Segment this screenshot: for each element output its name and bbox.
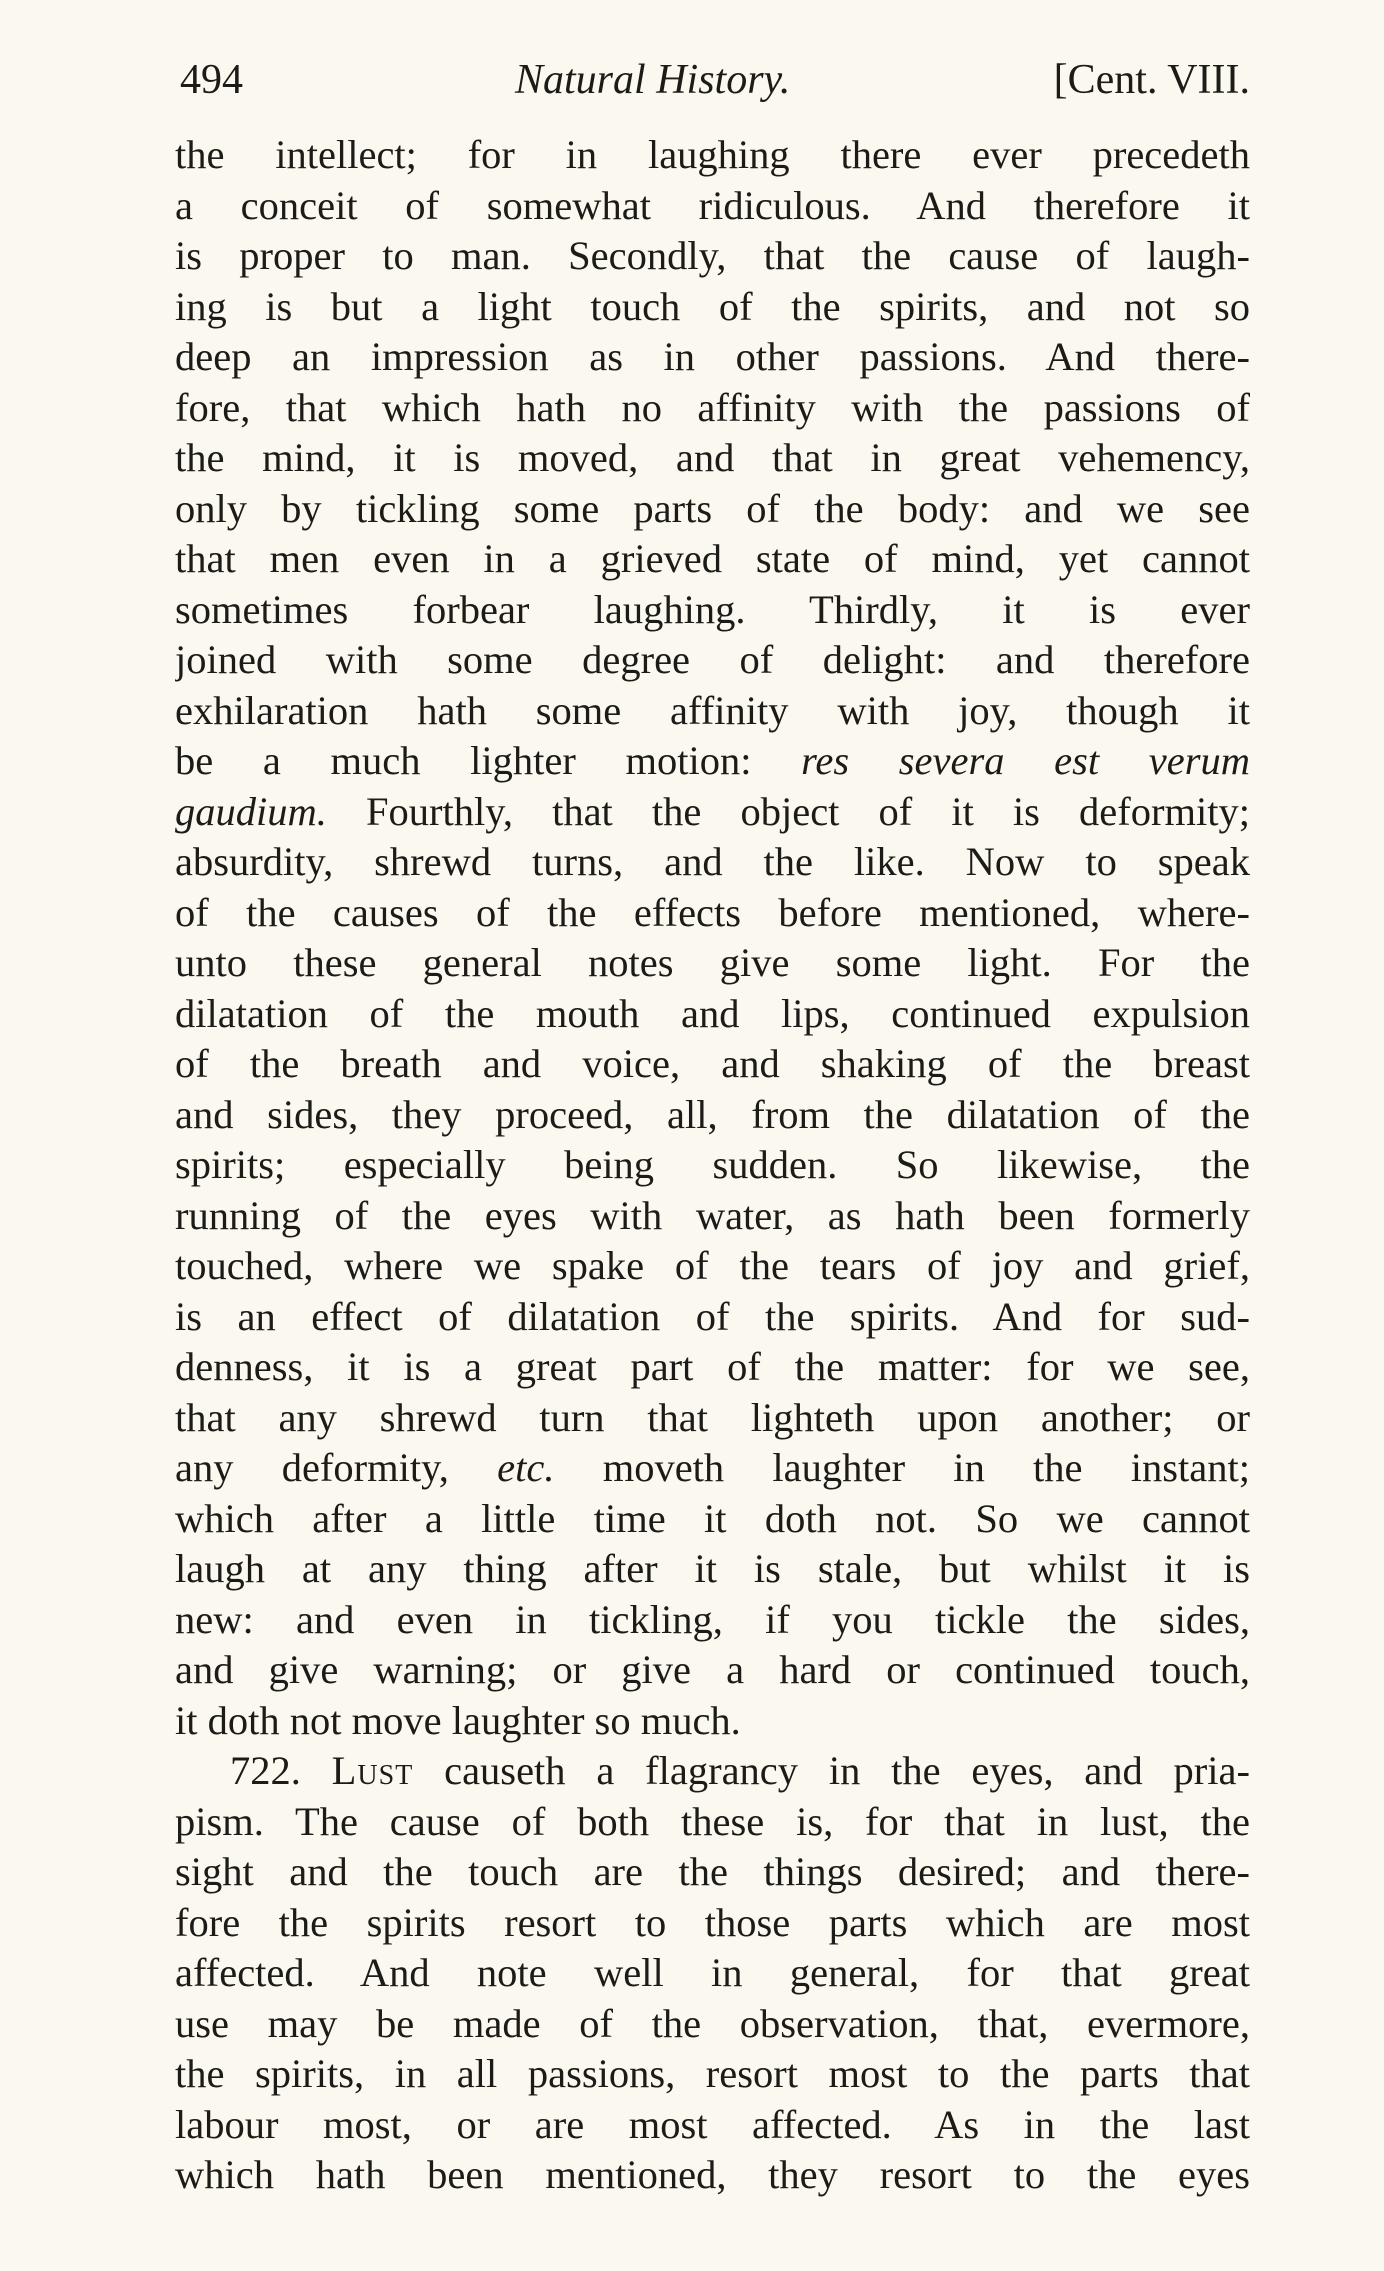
paragraph-keyword: Lust <box>331 1748 414 1793</box>
text-line: a conceit of somewhat ridiculous. And therefore it <box>175 182 1250 228</box>
text-line <box>175 736 1250 787</box>
text-span: causeth a flagrancy in the eyes, and pria- <box>413 1748 1250 1793</box>
text-line: labour most, or are most affected. As in the last <box>175 2101 1250 2147</box>
text-line: fore, that which hath no affinity with the passions of <box>175 384 1250 430</box>
text-line: spirits; especially being sudden. So likewise, the <box>175 1142 1250 1187</box>
text-line: absurdity, shrewd turns, and the like. Now to speak <box>175 839 1250 884</box>
body-text <box>175 130 1250 2201</box>
running-title: Natural History. <box>515 57 791 103</box>
text-line: touched, where we spake of the tears of joy and grief, <box>175 1243 1250 1288</box>
text-line: ing is but a light touch of the spirits, and not so <box>175 283 1250 329</box>
text-line: use may be made of the observation, that, evermore, <box>175 2000 1250 2046</box>
text-line: new: and even in tickling, if you tickle the sides, <box>175 1596 1250 1642</box>
text-line: denness, it is a great part of the matter: for we see, <box>175 1344 1250 1389</box>
text-line: only by tickling some parts of the body: and we see <box>175 485 1250 531</box>
text-line: which hath been mentioned, they resort to the eyes <box>175 2152 1250 2197</box>
text-line: laugh at any thing after it is stale, but whilst it is <box>175 1546 1250 1591</box>
text-line: exhilaration hath some affinity with joy, though it <box>175 687 1250 733</box>
text-line: fore the spirits resort to those parts which are most <box>175 1899 1250 1945</box>
text-line: that any shrewd turn that lighteth upon another; or <box>175 1394 1250 1440</box>
text-line: unto these general notes give some light. For the <box>175 940 1250 985</box>
page-number: 494 <box>180 57 243 103</box>
paragraph-722-first-line <box>175 1746 1250 1797</box>
text-line: the spirits, in all passions, resort most to the parts that <box>175 2051 1250 2096</box>
text-line: sometimes forbear laughing. Thirdly, it is ever <box>175 586 1250 632</box>
paragraph-number: 722. <box>230 1748 332 1793</box>
text-line: of the breath and voice, and shaking of the breast <box>175 1041 1250 1086</box>
text-line: is proper to man. Secondly, that the cause of laugh- <box>175 233 1250 278</box>
text-line: running of the eyes with water, as hath been formerly <box>175 1192 1250 1238</box>
section-marker: [Cent. VIII. <box>1053 57 1250 103</box>
etc-abbreviation: etc. <box>497 1445 555 1490</box>
text-line <box>175 1443 1250 1494</box>
text-line: the intellect; for in laughing there ever precedeth <box>175 132 1250 177</box>
text-line: pism. The cause of both these is, for that in lust, the <box>175 1798 1250 1844</box>
text-line: the mind, it is moved, and that in great vehemency, <box>175 435 1250 480</box>
text-line: and give warning; or give a hard or continued touch, <box>175 1647 1250 1692</box>
text-line: and sides, they proceed, all, from the dilatation of the <box>175 1091 1250 1137</box>
text-span: moveth laughter in the instant; <box>554 1445 1250 1490</box>
text-line: affected. And note well in general, for that great <box>175 1950 1250 1995</box>
text-line <box>175 787 1250 838</box>
text-line: joined with some degree of delight: and therefore <box>175 637 1250 682</box>
latin-phrase: res severa est verum <box>801 738 1250 783</box>
text-line: which after a little time it doth not. So we cannot <box>175 1495 1250 1541</box>
text-line: sight and the touch are the things desired; and there- <box>175 1849 1250 1894</box>
text-span: be a much lighter motion: <box>175 738 802 783</box>
text-line: deep an impression as in other passions. And there- <box>175 334 1250 379</box>
latin-phrase: gaudium. <box>175 788 327 834</box>
text-line: is an effect of dilatation of the spirits. And for sud- <box>175 1293 1250 1339</box>
text-line: that men even in a grieved state of mind, yet cannot <box>175 536 1250 581</box>
text-line: dilatation of the mouth and lips, continued expulsion <box>175 990 1250 1036</box>
text-line: of the causes of the effects before mentioned, where- <box>175 889 1250 935</box>
text-span: any deformity, <box>175 1445 498 1490</box>
running-header <box>180 50 1250 110</box>
paragraph-end-line: it doth not move laughter so much. <box>175 1697 741 1743</box>
text-span: Fourthly, that the object of it is deformity; <box>326 788 1250 834</box>
